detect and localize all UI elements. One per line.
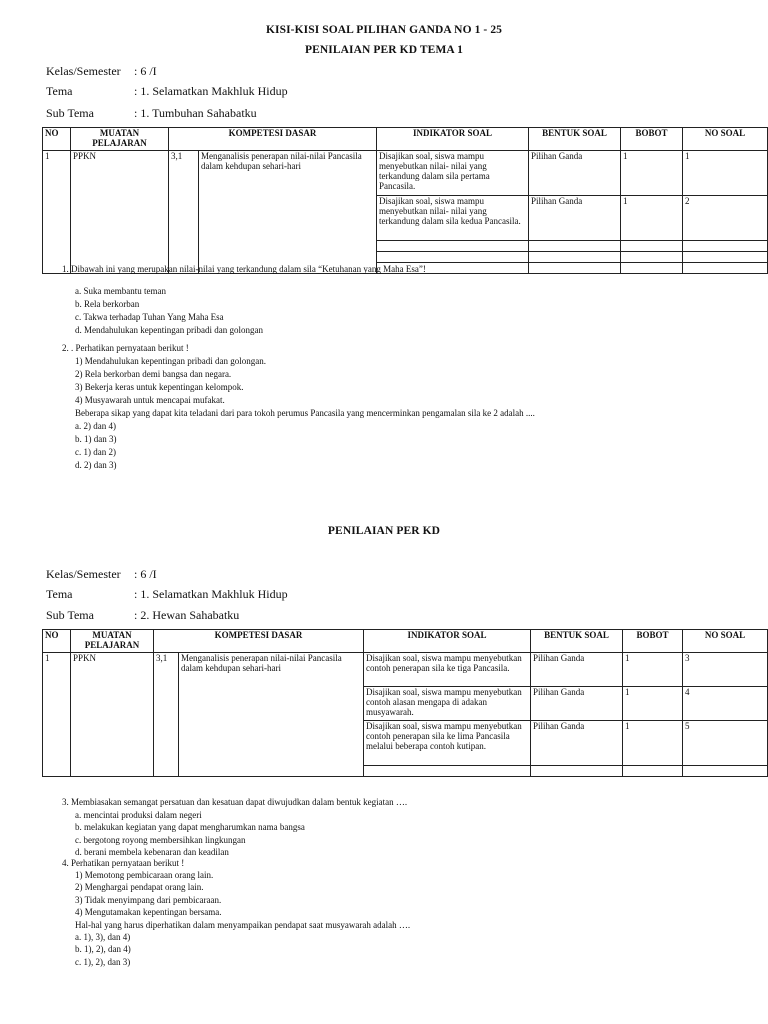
col-header: NO [43, 630, 71, 653]
cell-bentuk: Pilihan Ganda [531, 653, 623, 687]
cell-kd-no: 3,1 [154, 653, 179, 777]
question-2-body [75, 355, 535, 472]
cell-bobot: 1 [621, 151, 683, 196]
col-header: BENTUK SOAL [531, 630, 623, 653]
statement: 4) Musyawarah untuk mencapai mufakat. [75, 395, 225, 405]
cell-muatan: PPKN [71, 151, 169, 274]
meta-value: : 6 /I [134, 64, 157, 78]
meta-value: : 1. Tumbuhan Sahabatku [134, 106, 257, 120]
meta-value: : 2. Hewan Sahabatku [134, 608, 240, 622]
col-header: NO SOAL [683, 630, 768, 653]
option: a. Suka membantu teman [75, 286, 166, 296]
table-row [43, 151, 768, 196]
question-2 [62, 342, 189, 355]
question-text: 2. . Perhatikan pernyataan berikut ! [62, 343, 189, 353]
statement: 1) Mendahulukan kepentingan pribadi dan golongan. [75, 356, 266, 366]
question-text: 1. Dibawah ini yang merupakan nilai-nilai yang terkandung dalam sila “Ketuhanan yang Maha Esa”! [62, 264, 426, 274]
meta-label: Sub Tema [46, 106, 94, 120]
cell-indikator: Disajikan soal, siswa mampu menyebutkan contoh penerapan sila ke lima Pancasila melalui beberapa contoh kutipan. [364, 721, 531, 766]
option: a. 2) dan 4) [75, 421, 116, 431]
col-header: KOMPETESI DASAR [154, 630, 364, 653]
option: b. melakukan kegiatan yang dapat mengharumkan nama bangsa [75, 822, 305, 833]
question-4-body [75, 869, 410, 968]
statement: 2) Rela berkorban demi bangsa dan negara. [75, 369, 232, 379]
question-4 [62, 857, 184, 869]
cell-bentuk: Pilihan Ganda [531, 721, 623, 766]
cell-bobot: 1 [621, 196, 683, 241]
meta-value: : 6 /I [134, 567, 157, 581]
cell-kd-no: 3,1 [169, 151, 199, 274]
cell-indikator: Disajikan soal, siswa mampu menyebutkan nilai- nilai yang terkandung dalam sila kedua Pancasila. [377, 196, 529, 241]
statement: 3) Bekerja keras untuk kepentingan kelompok. [75, 382, 244, 392]
meta-label: Sub Tema [46, 608, 94, 622]
col-header: NO SOAL [683, 128, 768, 151]
kd-table-2 [42, 629, 768, 777]
cell-no-soal: 1 [683, 151, 768, 196]
cell-kd-text: Menganalisis penerapan nilai-nilai Pancasila dalam kehdupan sehari-hari [199, 151, 377, 274]
document-title: KISI-KISI SOAL PILIHAN GANDA NO 1 - 25 [265, 24, 503, 36]
option: c. Takwa terhadap Tuhan Yang Maha Esa [75, 312, 224, 322]
cell-indikator: Disajikan soal, siswa mampu menyebutkan contoh alasan mengapa di adakan musyawarah. [364, 687, 531, 721]
cell-no-soal: 2 [683, 196, 768, 241]
cell-bobot: 1 [623, 687, 683, 721]
statement: 1) Memotong pembicaraan orang lain. [75, 870, 214, 880]
question-3-options [75, 809, 305, 859]
question-1 [62, 263, 426, 276]
option: b. 1) dan 3) [75, 434, 117, 444]
cell-indikator: Disajikan soal, siswa mampu menyebutkan contoh penerapan sila ke tiga Pancasila. [364, 653, 531, 687]
cell-kd-text: Menganalisis penerapan nilai-nilai Pancasila dalam kehdupan sehari-hari [179, 653, 364, 777]
table-row [43, 653, 768, 687]
cell-bentuk: Pilihan Ganda [531, 687, 623, 721]
section-title: PENILAIAN PER KD [327, 525, 441, 537]
cell-no-soal: 3 [683, 653, 768, 687]
question-text: 3. Membiasakan semangat persatuan dan kesatuan dapat diwujudkan dalam bentuk kegiatan …. [62, 797, 408, 807]
statement: 3) Tidak menyimpang dari pembicaraan. [75, 894, 222, 905]
question-1-options [75, 285, 263, 337]
col-header: NO [43, 128, 71, 151]
col-header: MUATAN PELAJARAN [71, 630, 154, 653]
option: d. berani membela kebenaran dan keadilan [75, 847, 229, 858]
meta-label: Tema [46, 587, 73, 601]
statement: 4) Mengutamakan kepentingan bersama. [75, 907, 222, 918]
option: b. 1), 2), dan 4) [75, 944, 131, 955]
cell-bentuk: Pilihan Ganda [529, 151, 621, 196]
option: b. Rela berkorban [75, 299, 140, 309]
option: c. bergotong royong membersihkan lingkungan [75, 834, 246, 845]
kd-table-1 [42, 127, 768, 274]
question-text: 4. Perhatikan pernyataan berikut ! [62, 858, 185, 868]
question-3 [62, 796, 407, 809]
col-header: INDIKATOR SOAL [377, 128, 529, 151]
meta-label: Tema [46, 84, 73, 98]
option: a. 1), 3), dan 4) [75, 932, 131, 943]
option: a. mencintai produksi dalam negeri [75, 810, 202, 820]
document-subtitle: PENILAIAN PER KD TEMA 1 [305, 44, 463, 56]
col-header: INDIKATOR SOAL [364, 630, 531, 653]
meta-value: : 1. Selamatkan Makhluk Hidup [134, 587, 288, 601]
col-header: BENTUK SOAL [529, 128, 621, 151]
option: c. 1) dan 2) [75, 447, 116, 457]
cell-muatan: PPKN [71, 653, 154, 777]
question-stem: Hal-hal yang harus diperhatikan dalam menyampaikan pendapat saat musyawarah adalah …. [75, 919, 411, 930]
col-header: MUATAN PELAJARAN [71, 128, 169, 151]
option: c. 1), 2), dan 3) [75, 956, 131, 967]
col-header: BOBOT [623, 630, 683, 653]
cell-no-soal: 5 [683, 721, 768, 766]
cell-no-soal: 4 [683, 687, 768, 721]
option: d. 2) dan 3) [75, 460, 117, 470]
cell-indikator: Disajikan soal, siswa mampu menyebutkan nilai- nilai yang terkandung dalam sila pertama Pancasila. [377, 151, 529, 196]
cell-bobot: 1 [623, 653, 683, 687]
cell-bentuk: Pilihan Ganda [529, 196, 621, 241]
col-header: BOBOT [621, 128, 683, 151]
meta-label: Kelas/Semester [46, 567, 121, 581]
statement: 2) Menghargai pendapat orang lain. [75, 882, 204, 893]
col-header: KOMPETESI DASAR [169, 128, 377, 151]
meta-label: Kelas/Semester [46, 64, 121, 78]
option: d. Mendahulukan kepentingan pribadi dan golongan [75, 325, 263, 335]
cell-bobot: 1 [623, 721, 683, 766]
question-stem: Beberapa sikap yang dapat kita teladani dari para tokoh perumus Pancasila yang mencerminkan pengamalan sila ke 2 adalah .... [75, 408, 535, 418]
meta-value: : 1. Selamatkan Makhluk Hidup [134, 84, 288, 98]
cell-no: 1 [43, 151, 71, 274]
cell-no: 1 [43, 653, 71, 777]
